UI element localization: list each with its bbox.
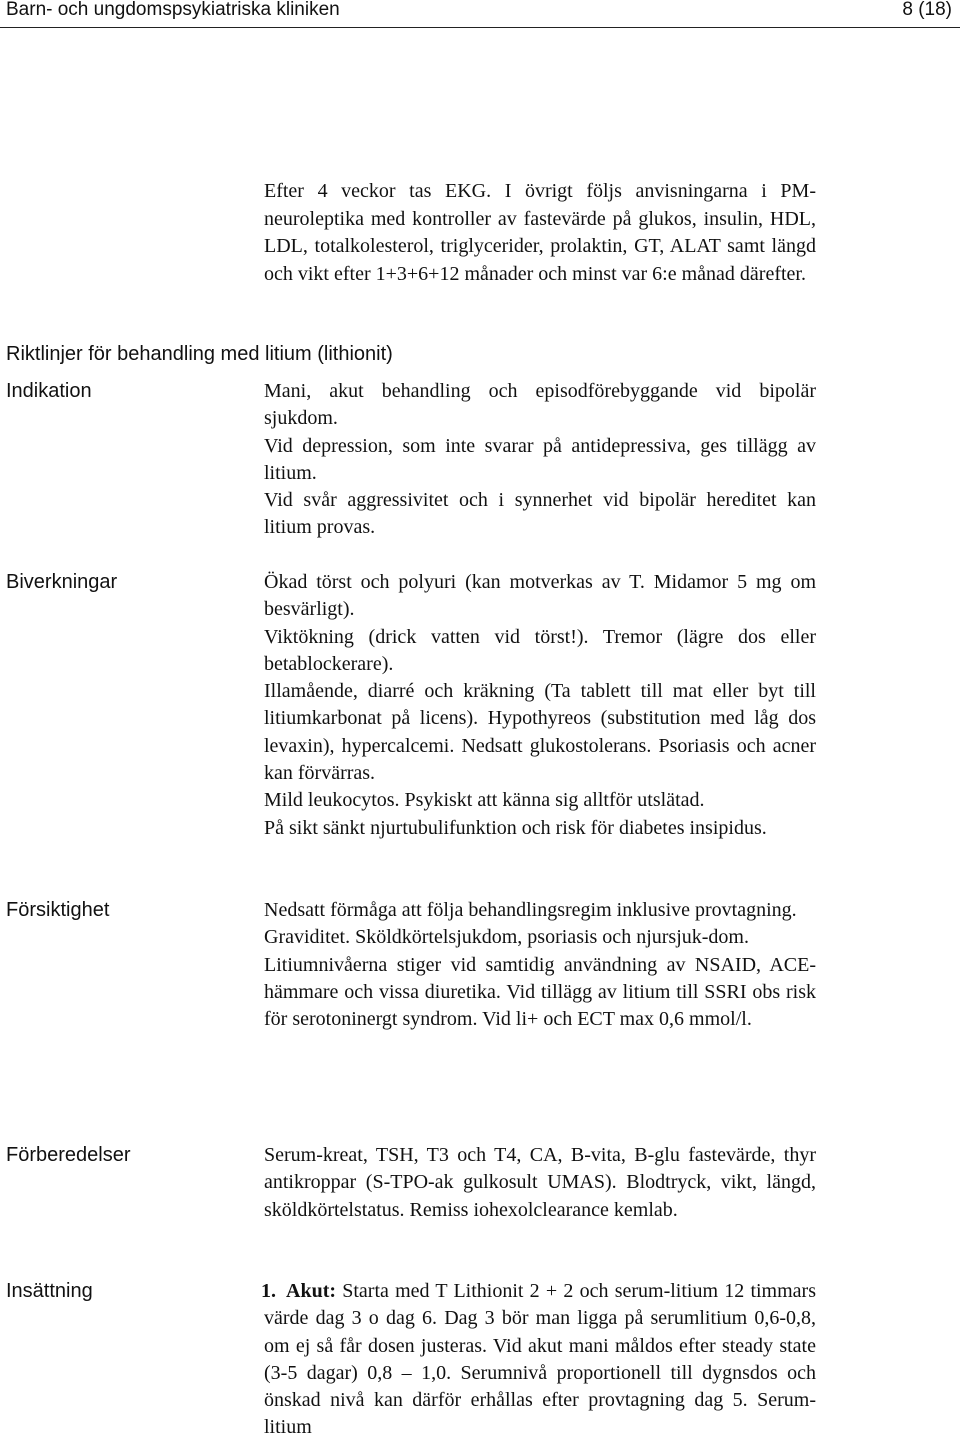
clinic-title: Barn- och ungdomspsykiatriska kliniken	[6, 0, 340, 20]
row-label-biverkningar: Biverkningar	[6, 571, 118, 593]
row-content-biverkningar	[264, 569, 816, 842]
indikation-paragraph: Vid depression, som inte svarar på antidepressiva, ges tillägg av litium.	[264, 434, 816, 484]
page-number: 8 (18)	[902, 0, 952, 20]
biverkningar-paragraph: Illamående, diarré och kräkning (Ta tablett till mat eller byt till litiumkarbonat på licens). Hypothyreos (substitution med låg dos levaxin), hypercalcemi. Nedsatt glukostolerans. Psoriasis och acner kan förvärras.	[264, 680, 816, 785]
biverkningar-paragraph: Ökad törst och polyuri (kan motverkas av T. Midamor 5 mg om besvärligt).	[264, 571, 816, 621]
biverkningar-paragraph: Viktökning (drick vatten vid törst!). Tremor (lägre dos eller betablockerare).	[264, 625, 816, 675]
list-number: 1.	[261, 1280, 276, 1302]
row-label-forberedelser: Förberedelser	[6, 1144, 131, 1166]
indikation-paragraph: Vid svår aggressivitet och i synnerhet vid bipolär hereditet kan litium provas.	[264, 489, 816, 539]
header-divider	[0, 27, 960, 28]
row-label-indikation: Indikation	[6, 380, 92, 402]
section-heading: Riktlinjer för behandling med litium (lithionit)	[6, 343, 393, 365]
row-label-forsiktighet: Försiktighet	[6, 899, 110, 921]
row-content-indikation	[264, 378, 816, 542]
insattning-text: Starta med T Lithionit 2 + 2 och serum-litium 12 timmars värde dag 3 o dag 6. Dag 3 bör man ligga på serumlitium 0,6-0,8, om ej så får dosen justeras. Vid akut mani måldos efter steady state (3-5 dagar) 0,8 – 1,0. Serumnivå proportionell till dygnsdos och önskad nivå kan därför erhållas efter provtagning dag 5. Serum-litium	[264, 1280, 816, 1439]
indikation-paragraph: Mani, akut behandling och episodförebyggande vid bipolär sjukdom.	[264, 380, 816, 430]
biverkningar-paragraph: Mild leukocytos. Psykiskt att känna sig alltför utslätad.	[264, 789, 705, 812]
row-content-forsiktighet	[264, 897, 816, 1033]
row-content-insattning	[261, 1278, 816, 1442]
page-header	[0, 0, 960, 26]
row-label-insattning: Insättning	[6, 1280, 93, 1302]
biverkningar-paragraph: På sikt sänkt njurtubulifunktion och risk för diabetes insipidus.	[264, 816, 767, 839]
row-content-forberedelser	[264, 1142, 816, 1224]
forsiktighet-paragraph: Graviditet. Sköldkörtelsjukdom, psoriasis och njursjuk-dom.	[264, 926, 749, 949]
intro-paragraph: Efter 4 veckor tas EKG. I övrigt följs anvisningarna i PM-neuroleptika med kontroller av fastevärde på glukos, insulin, HDL, LDL, totalkolesterol, triglycerider, prolaktin, GT, ALAT samt längd och vikt efter 1+3+6+12 månader och minst var 6:e månad därefter.	[264, 180, 816, 285]
akut-label: Akut:	[286, 1280, 337, 1302]
forsiktighet-paragraph: Nedsatt förmåga att följa behandlingsregim inklusive provtagning.	[264, 899, 797, 921]
forsiktighet-paragraph: Litiumnivåerna stiger vid samtidig användning av NSAID, ACE-hämmare och vissa diuretika. Vid tillägg av litium till SSRI obs risk för serotoninergt syndrom. Vid li+ och ECT max 0,6 mmol/l.	[264, 953, 816, 1031]
forberedelser-paragraph: Serum-kreat, TSH, T3 och T4, CA, B-vita, B-glu fastevärde, thyr antikroppar (S-TPO-ak gulkosult UMAS). Blodtryck, vikt, längd, sköldkörtelstatus. Remiss iohexolclearance kemlab.	[264, 1144, 816, 1221]
insattning-paragraph	[264, 1278, 816, 1442]
